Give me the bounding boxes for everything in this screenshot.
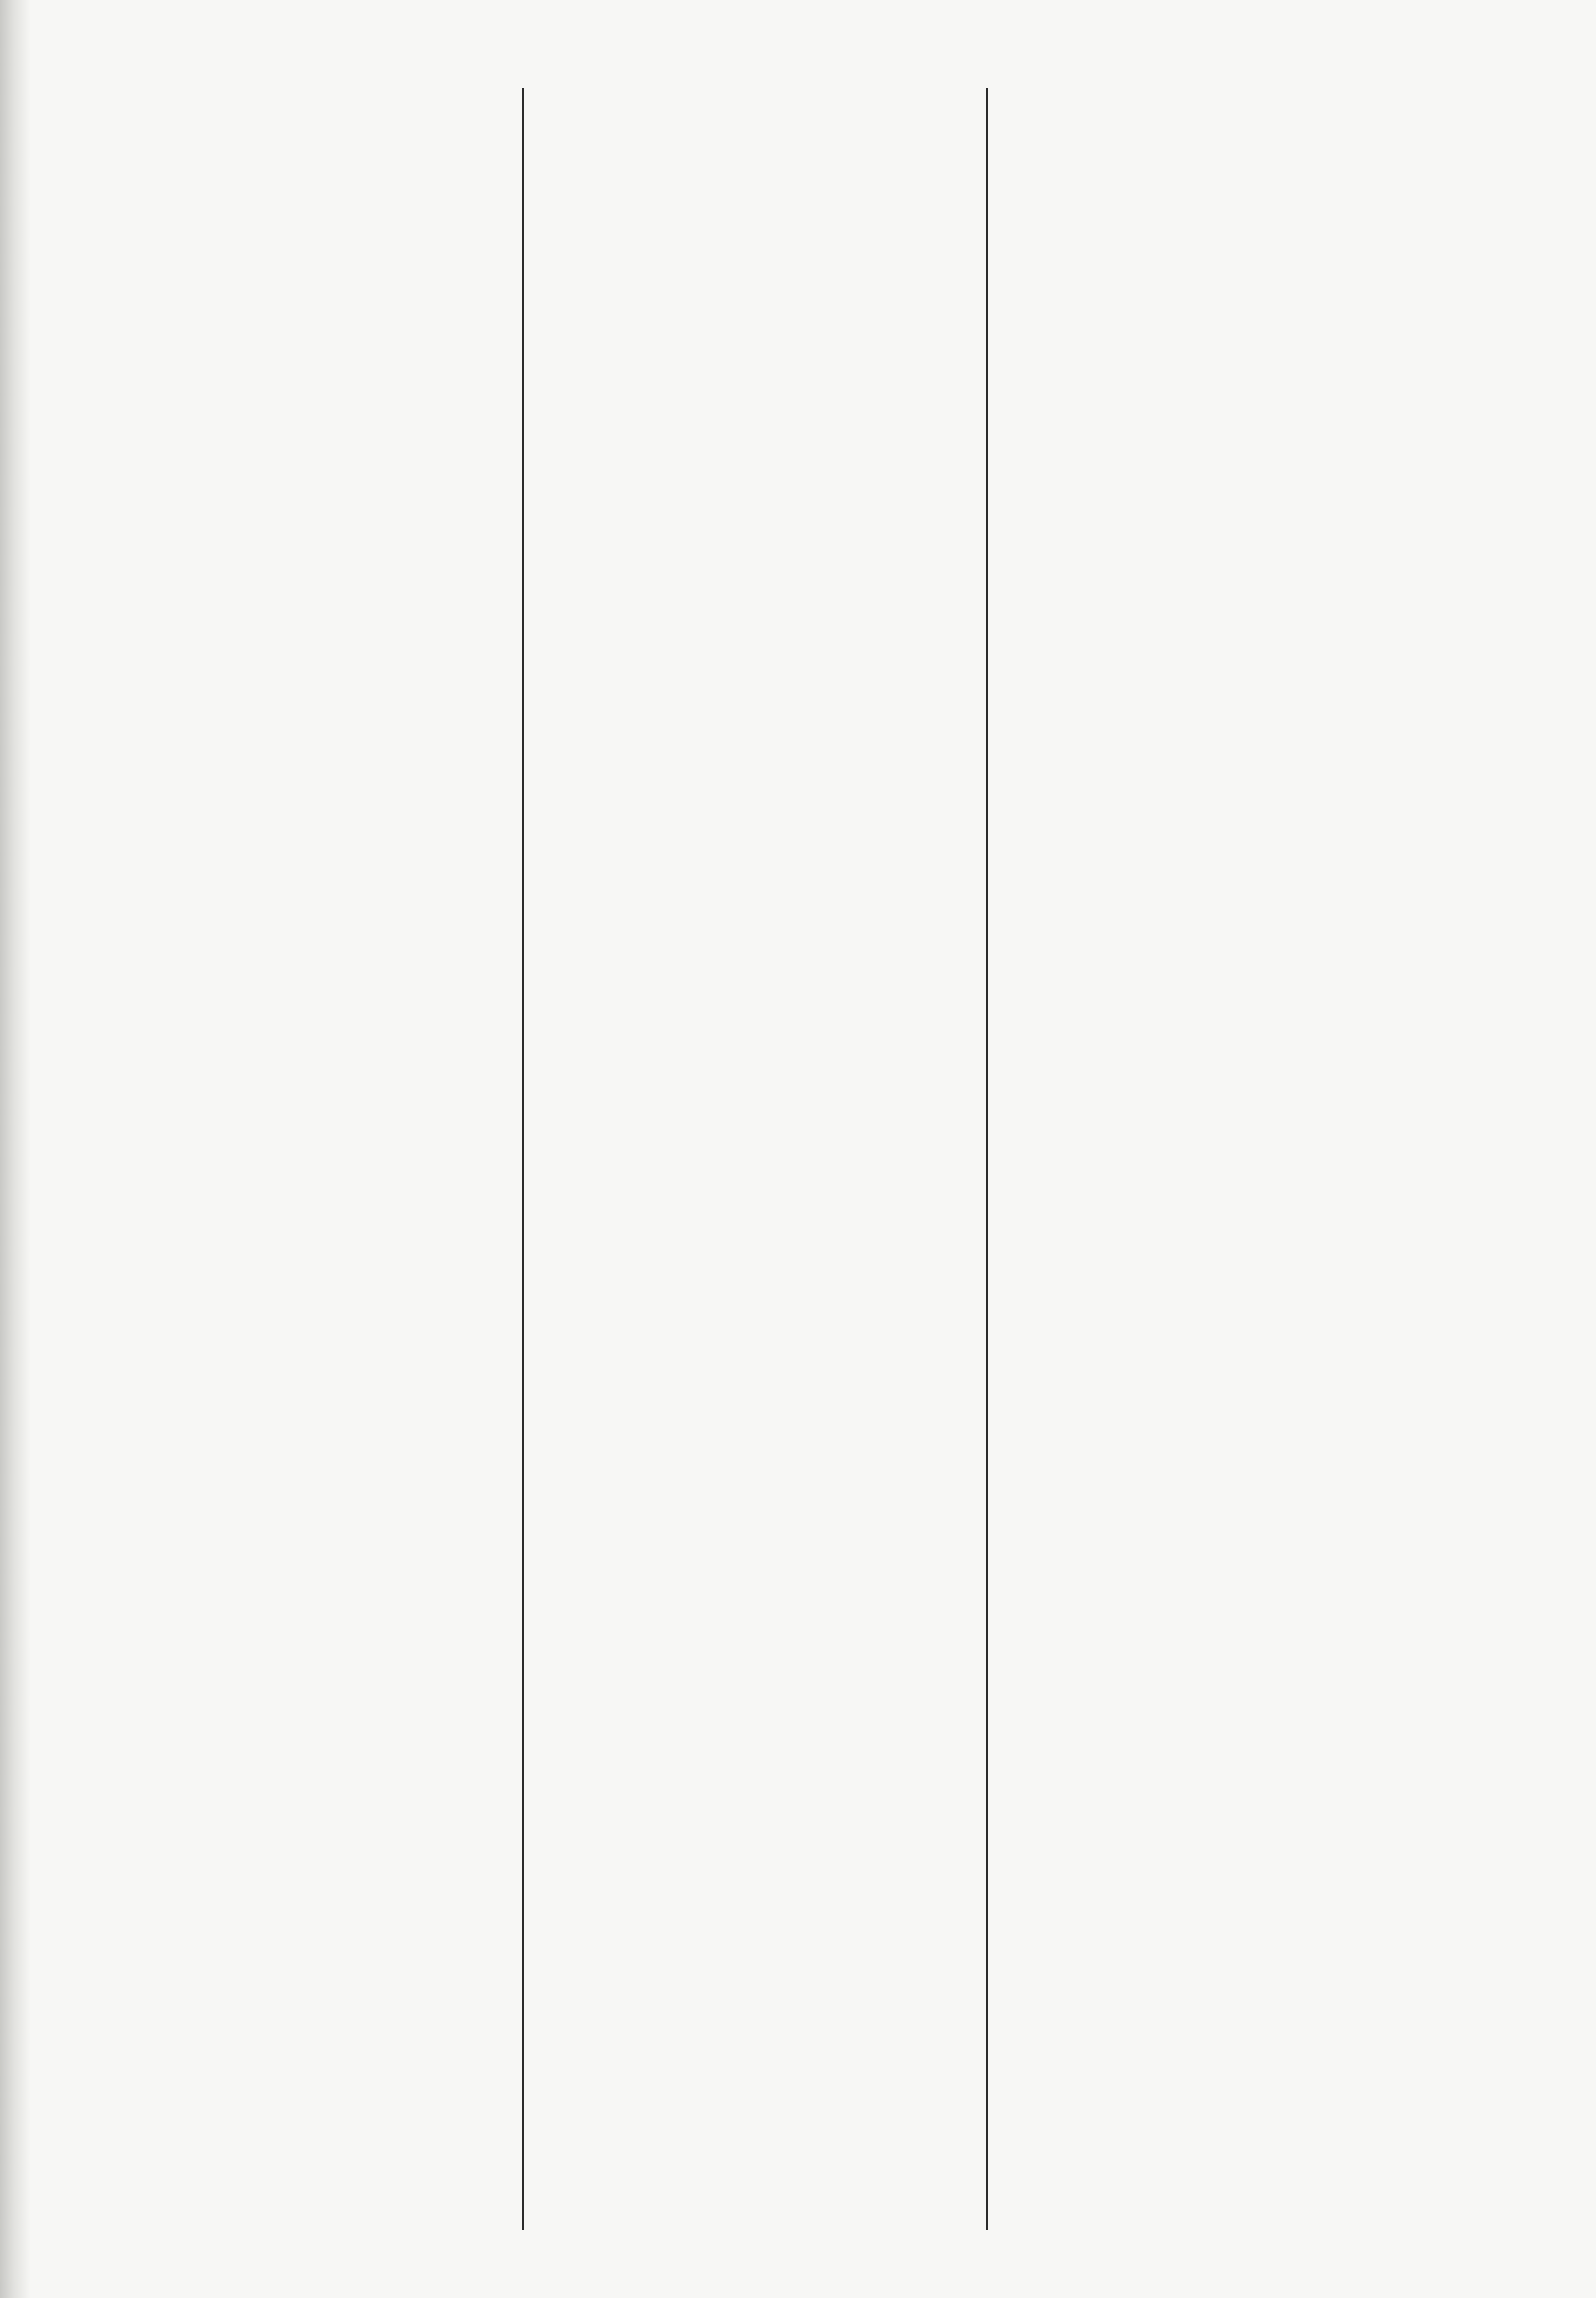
column-2: [539, 88, 993, 2230]
column-3: [996, 88, 1450, 2230]
column-1: [77, 88, 511, 2230]
page-edge-shadow: [0, 0, 31, 2298]
column-divider: [522, 88, 524, 2230]
